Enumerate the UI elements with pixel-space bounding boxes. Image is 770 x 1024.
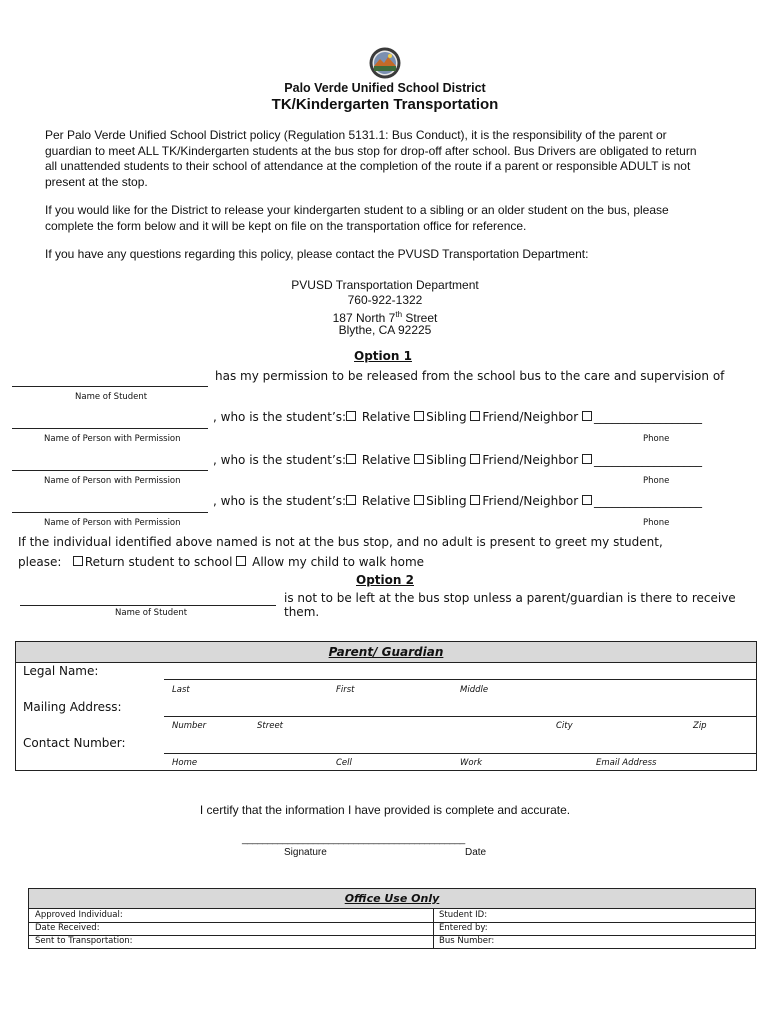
option-2-student-label: Name of Student — [115, 608, 188, 618]
home-label: Home — [172, 758, 198, 768]
option-2-student-line[interactable] — [20, 605, 276, 606]
phone-blank-2[interactable]: __________________ — [594, 453, 702, 467]
guardian-header: Parent/ Guardian — [16, 642, 756, 663]
work-label: Work — [460, 758, 483, 768]
student-id-label: Student ID: — [439, 910, 488, 920]
office-row-line-2 — [29, 935, 755, 936]
contact-street: 187 North 7th Street — [332, 310, 438, 325]
contact-city: Blythe, CA 92225 — [338, 323, 432, 337]
phone-label-2: Phone — [643, 476, 670, 486]
guardian-section — [15, 641, 757, 771]
phone-blank-1[interactable]: __________________ — [594, 410, 702, 424]
office-use-section — [28, 888, 756, 949]
contact-number-line[interactable] — [164, 753, 756, 754]
relative-checkbox[interactable] — [346, 454, 356, 464]
relationship-row-3: , who is the student’s: Relative Sibling Friend/Neighbor __________________ — [213, 494, 702, 508]
absent-choices: please: Return student to school Allow my child to walk home — [18, 555, 425, 569]
intro-paragraph-2: If you would like for the District to release your kindergarten student to a sibling or an older student on the bus, please complete the form below and it will be kept on file on the transportation office for reference. — [45, 203, 669, 233]
entered-by-label: Entered by: — [439, 923, 488, 933]
certify-text: I certify that the information I have provided is complete and accurate. — [199, 803, 571, 817]
intro-paragraph-3: If you have any questions regarding this policy, please contact the PVUSD Transportation Department: — [45, 247, 589, 261]
student-name-line[interactable] — [12, 386, 208, 387]
district-name: Palo Verde Unified School District — [284, 81, 486, 95]
signature-line[interactable]: ____________________________________________ — [242, 834, 465, 845]
friend-checkbox[interactable] — [470, 411, 480, 421]
walk-home-checkbox[interactable] — [236, 556, 246, 566]
intro-paragraph-1: Per Palo Verde Unified School District policy (Regulation 5131.1: Bus Conduct), it is the responsibility of the parent or guardian to meet ALL TK/Kindergarten students at the bus stop for drop-off after school. Bus Drivers are obligated to return all unattended students to their school of attendance at the completion of the route if a parent or responsible ADULT is not present at the stop. — [45, 128, 697, 189]
person-label-3: Name of Person with Permission — [44, 518, 181, 528]
office-use-header: Office Use Only — [29, 889, 755, 909]
permission-text: has my permission to be released from the school bus to the care and supervision of — [215, 369, 725, 383]
district-seal-logo — [369, 47, 401, 79]
street-label: Street — [257, 721, 284, 731]
first-label: First — [336, 685, 355, 695]
friend-checkbox[interactable] — [470, 495, 480, 505]
person-name-line-3[interactable] — [12, 512, 208, 513]
sibling-checkbox[interactable] — [414, 495, 424, 505]
relationship-row-1: , who is the student’s: Relative Sibling Friend/Neighbor __________________ — [213, 410, 702, 424]
approved-individual-label: Approved Individual: — [35, 910, 123, 920]
contact-dept: PVUSD Transportation Department — [291, 278, 479, 292]
option-2-text: is not to be left at the bus stop unless a parent/guardian is there to receive them. — [284, 591, 736, 619]
email-label: Email Address — [596, 758, 657, 768]
bus-number-label: Bus Number: — [439, 936, 495, 946]
middle-label: Middle — [460, 685, 489, 695]
mailing-address-line[interactable] — [164, 716, 756, 717]
return-to-school-checkbox[interactable] — [73, 556, 83, 566]
friend-checkbox[interactable] — [470, 454, 480, 464]
city-label: City — [556, 721, 573, 731]
legal-name-line[interactable] — [164, 679, 756, 680]
zip-label: Zip — [693, 721, 707, 731]
person-label-2: Name of Person with Permission — [44, 476, 181, 486]
other-checkbox[interactable] — [582, 495, 592, 505]
other-checkbox[interactable] — [582, 454, 592, 464]
sent-to-transportation-label: Sent to Transportation: — [35, 936, 133, 946]
person-label-1: Name of Person with Permission — [44, 434, 181, 444]
phone-label-1: Phone — [643, 434, 670, 444]
sibling-checkbox[interactable] — [414, 454, 424, 464]
contact-number-label: Contact Number: — [23, 736, 126, 750]
date-received-label: Date Received: — [35, 923, 100, 933]
person-name-line-2[interactable] — [12, 470, 208, 471]
option-1-title: Option 1 — [354, 349, 412, 363]
relative-checkbox[interactable] — [346, 411, 356, 421]
sibling-checkbox[interactable] — [414, 411, 424, 421]
number-label: Number — [172, 721, 207, 731]
other-checkbox[interactable] — [582, 411, 592, 421]
absent-instructions: If the individual identified above named is not at the bus stop, and no adult is present to greet my student, — [18, 535, 663, 549]
person-name-line-1[interactable] — [12, 428, 208, 429]
relationship-row-2: , who is the student’s: Relative Sibling Friend/Neighbor __________________ — [213, 453, 702, 467]
option-2-title: Option 2 — [356, 573, 414, 587]
office-row-line-1 — [29, 922, 755, 923]
office-divider — [433, 909, 434, 948]
mailing-address-label: Mailing Address: — [23, 700, 122, 714]
legal-name-label: Legal Name: — [23, 664, 99, 678]
page-title: TK/Kindergarten Transportation — [271, 96, 499, 113]
cell-label: Cell — [336, 758, 352, 768]
phone-blank-3[interactable]: __________________ — [594, 494, 702, 508]
phone-label-3: Phone — [643, 518, 670, 528]
signature-label: Signature — [284, 847, 327, 858]
date-label: Date — [465, 847, 487, 858]
name-of-student-label: Name of Student — [75, 392, 148, 402]
last-label: Last — [172, 685, 190, 695]
relative-checkbox[interactable] — [346, 495, 356, 505]
contact-phone: 760-922-1322 — [347, 293, 423, 307]
